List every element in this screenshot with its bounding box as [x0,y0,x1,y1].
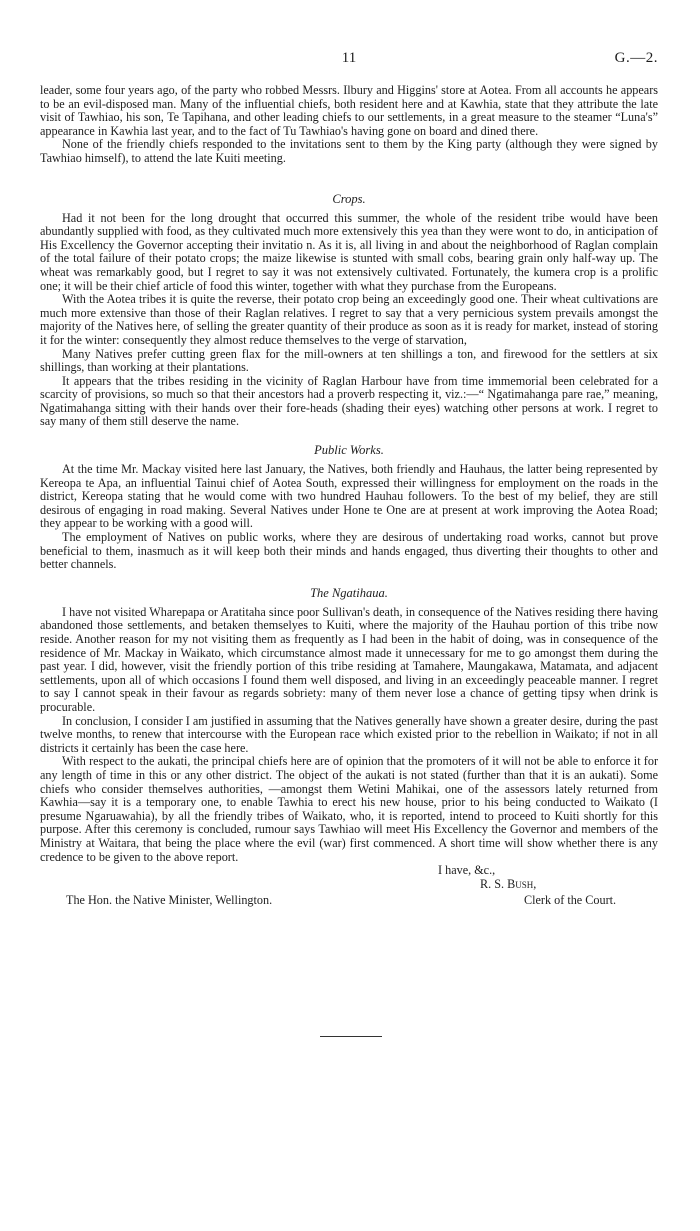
paragraph: It appears that the tribes residing in the vicinity of Raglan Harbour have from time immemorial been celebrated for a scarcity of provisions, so much so that their ancestors had a proverb respecting it, viz.:—“ Ngatimahanga pare rae,” meaning, Ngatimahanga sitting with their hands over their fore-heads (shading their eyes) watching other persons at work. I regret to say many of them still deserve the name. [40,373,658,429]
paragraph: Many Natives prefer cutting green flax for the mill-owners at ten shillings a ton, and firewood for the settlers at six shillings, than working at their plantations. [40,346,658,375]
paragraph: With respect to the aukati, the principal chiefs here are of opinion that the promoters of it will not be able to enforce it for any length of time in this or any other district. The object of the aukati is not stated (further than that it is an aukati). Some chiefs who consider themselves authorities, —amongst them Wetini Mahikai, one of the assessors lately returned from Kawhia—say it is a temporary one, to enable Tawhia to erect his new house, prior to his being conducted to Waikato (I presume Ngaruawahia), by all the friendly tribes of Waikato, who, it is reported, intend to proceed to Kuiti shortly for this purpose. After this ceremony is concluded, rumour says Tawhiao will meet His Excellency the Governor and members of the Ministry at Waitara, that being the place where the evil (war) first commenced. A short time will show whether there is any credence to be given to the above report. [40,754,658,864]
paragraph: None of the friendly chiefs responded to the invitations sent to them by the King party (although they were signed by Tawhiao himself), to attend the late Kuiti meeting. [40,137,658,165]
signature: R. S. Bush, [480,877,537,892]
series-code: G.—2. [614,50,658,66]
page-header [40,52,658,70]
section-heading-public-works: Public Works. [314,443,384,458]
paragraph: With the Aotea tribes it is quite the reverse, their potato crop being an exceedingly good one. Their wheat cultivations are much more extensive than those of their Raglan relatives. I regret to say that a very pernicious system prevails amongst the majority of the Natives here, of selling the greater quantity of their produce as soon as it is ready for market, instead of storing it for the winter: consequently they almost reduce themselves to the verge of starvation, [40,292,658,347]
section-heading-ngatihaua: The Ngatihaua. [310,585,388,600]
paragraph: I have not visited Wharepapa or Aratitaha since poor Sullivan's death, in consequence of the Natives residing there having abandoned those settlements, and betaken themselyes to Kuiti, where the majority of the Hauhau portion of this tribe now reside. Another reason for my not visiting them as frequently as I had been in the habit of doing, was in consequence of the residence of Mr. Mackay in Waikato, which circumstance almost made it unnecessary for me to go amongst them during the past year. I did, however, visit the friendly portion of this tribe residing at Tamahere, Maungakawa, Matamata, and adjacent settlements, upon all of which occasions I found them well disposed, and living in an exceedingly peaceable manner. I regret to say I cannot speak in their favour as regards sobriety: many of them never lose a chance of getting tipsy when drink is procurable. [40,604,658,714]
signatory-title: Clerk of the Court. [524,893,617,908]
letter-closing [40,864,658,924]
paragraph: Had it not been for the long drought that occurred this summer, the whole of the resident tribe would have been abundantly supplied with food, as they cultivated much more extensively this yea than they were wont to do, in anticipation of His Excellency the Governor accepting their invitatio n. As it is, all living in and about the neighborhood of Raglan complain of the total failure of their potato crops; the maize likewise is stunted with small cobs, bearing grain only half-way up. The wheat was remarkably good, but I regret to say it was not extensively cultivated. Fortunately, the kumera crop is a prolific one; it will be their chief article of food this winter, together with what they purchase from the Europeans. [40,210,658,293]
recipient: The Hon. the Native Minister, Wellington. [66,893,273,908]
paragraph: At the time Mr. Mackay visited here last January, the Natives, both friendly and Hauhaus, the latter being represented by Kereopa te Apa, an influential Tainui chief of Aotea South, expressed their willingness for employment on the roads in the district, Kereopa stating that he would come with two hundred Hauhau followers. To the best of my belief, they are still desirous of engaging in road making. Several Natives under Hone te One are at present at work improving the Aotea Road; they appear to be working with a good will. [40,462,658,531]
paragraph: leader, some four years ago, of the party who robbed Messrs. Ilbury and Higgins' store at Aotea. From all accounts he appears to be an evil-disposed man. Many of the influential chiefs, both resident here and at Kawhia, state that they attribute the late visit of Tawhiao, his son, Te Tapihana, and other leading chiefs to our settlements, in a great measure to the steamer “Luna's” appearance in Kawhia last year, and to the fact of Tu Tawhiao's having gone on board and dined there. [40,83,658,138]
paragraph: In conclusion, I consider I am justified in assuming that the Natives generally have shown a greater desire, during the past twelve months, to renew that intercourse with the European race which existed prior to the rebellion in Waikato; if not in all districts it certainly has been the case here. [40,713,658,755]
paragraph: The employment of Natives on public works, where they are desirous of undertaking road works, cannot but prove beneficial to them, inasmuch as it will keep both their minds and hands engaged, thus diverting their thoughts to other and better channels. [40,530,658,572]
salutation: I have, &c., [438,863,496,878]
end-rule [320,1036,382,1037]
body-text [40,84,658,924]
section-heading-crops: Crops. [332,191,366,206]
page-number: 11 [341,50,357,66]
